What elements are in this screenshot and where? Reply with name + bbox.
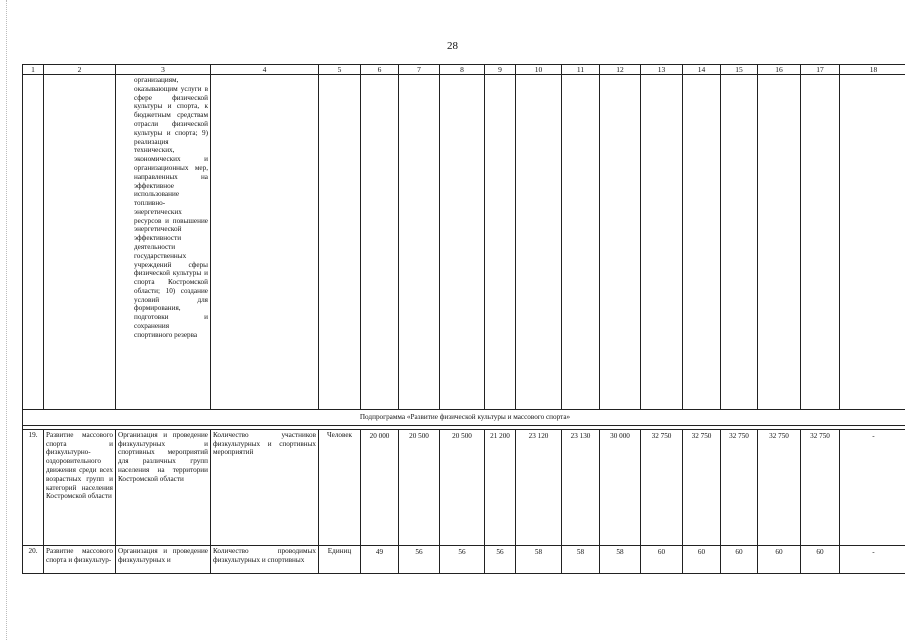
row-value: 30 000 (600, 429, 641, 545)
row-number: 20. (23, 545, 44, 573)
row-value: 60 (758, 545, 801, 573)
row-unit: Человек (319, 429, 361, 545)
row-value: 32 750 (721, 429, 758, 545)
column-header: 12 (600, 65, 641, 75)
column-header: 10 (516, 65, 562, 75)
row-value: 21 200 (485, 429, 516, 545)
column-number-row (23, 65, 905, 75)
page-number: 28 (447, 40, 458, 52)
row-indicator: Количество проводимых физкультурных и спортивных (211, 545, 319, 573)
column-header: 3 (116, 65, 211, 75)
row-unit: Единиц (319, 545, 361, 573)
column-header: 17 (801, 65, 840, 75)
row-value: 32 750 (683, 429, 721, 545)
subprogram-row (23, 410, 905, 426)
column-header: 5 (319, 65, 361, 75)
column-header: 11 (562, 65, 600, 75)
row-value: 23 120 (516, 429, 562, 545)
row-value: 56 (440, 545, 485, 573)
row-value: 32 750 (801, 429, 840, 545)
row-value: 32 750 (758, 429, 801, 545)
table-row (23, 429, 905, 545)
row-value: 49 (361, 545, 399, 573)
row-value: 60 (683, 545, 721, 573)
column-header: 18 (840, 65, 905, 75)
row-value: 20 500 (440, 429, 485, 545)
subprogram-title: Подпрограмма «Развитие физической культуры и массового спорта» (23, 410, 905, 426)
page-edge-rule (6, 0, 7, 640)
row-note: - (840, 429, 905, 545)
row-value: 58 (600, 545, 641, 573)
row-value: 56 (485, 545, 516, 573)
row-value: 60 (801, 545, 840, 573)
row-number: 19. (23, 429, 44, 545)
column-header: 2 (44, 65, 116, 75)
column-header: 16 (758, 65, 801, 75)
column-header: 14 (683, 65, 721, 75)
row-goal: Развитие массового спорта и физкультурно-оздоровительного движения среди всех возрастных групп и категорий населения Костромской области (44, 429, 116, 545)
continuation-row (23, 75, 905, 410)
column-header: 1 (23, 65, 44, 75)
row-value: 58 (516, 545, 562, 573)
row-indicator: Количество участников физкультурных и спортивных мероприятий (211, 429, 319, 545)
table-row (23, 545, 905, 573)
row-value: 20 500 (399, 429, 440, 545)
column-header: 4 (211, 65, 319, 75)
row-value: 60 (721, 545, 758, 573)
column-header: 15 (721, 65, 758, 75)
row-task: Организация и проведение физкультурных и (116, 545, 211, 573)
row-value: 60 (641, 545, 683, 573)
continuation-task-text: организациям, оказывающим услуги в сфере физической культуры и спорта, к бюджетным средствам отрасли физической культуры и спорта; 9) реализация технических, экономических и организационных мер, направленных на эффективное использование топливно-энергетических ресурсов и повышение энергетической эффективности деятельности государственных учреждений сферы физической культуры и спорта Костромской области; 10) создание условий для формирования, подготовки и сохранения спортивного резерва (116, 75, 211, 410)
row-value: 20 000 (361, 429, 399, 545)
row-goal: Развитие массового спорта и физкультур- (44, 545, 116, 573)
row-note: - (840, 545, 905, 573)
column-header: 7 (399, 65, 440, 75)
column-header: 6 (361, 65, 399, 75)
column-header: 8 (440, 65, 485, 75)
row-value: 58 (562, 545, 600, 573)
row-task: Организация и проведение физкультурных и спортивных мероприятий для различных групп населения на территории Костромской области (116, 429, 211, 545)
column-header: 9 (485, 65, 516, 75)
row-value: 32 750 (641, 429, 683, 545)
row-value: 56 (399, 545, 440, 573)
indicator-table (22, 64, 905, 574)
row-value: 23 130 (562, 429, 600, 545)
column-header: 13 (641, 65, 683, 75)
